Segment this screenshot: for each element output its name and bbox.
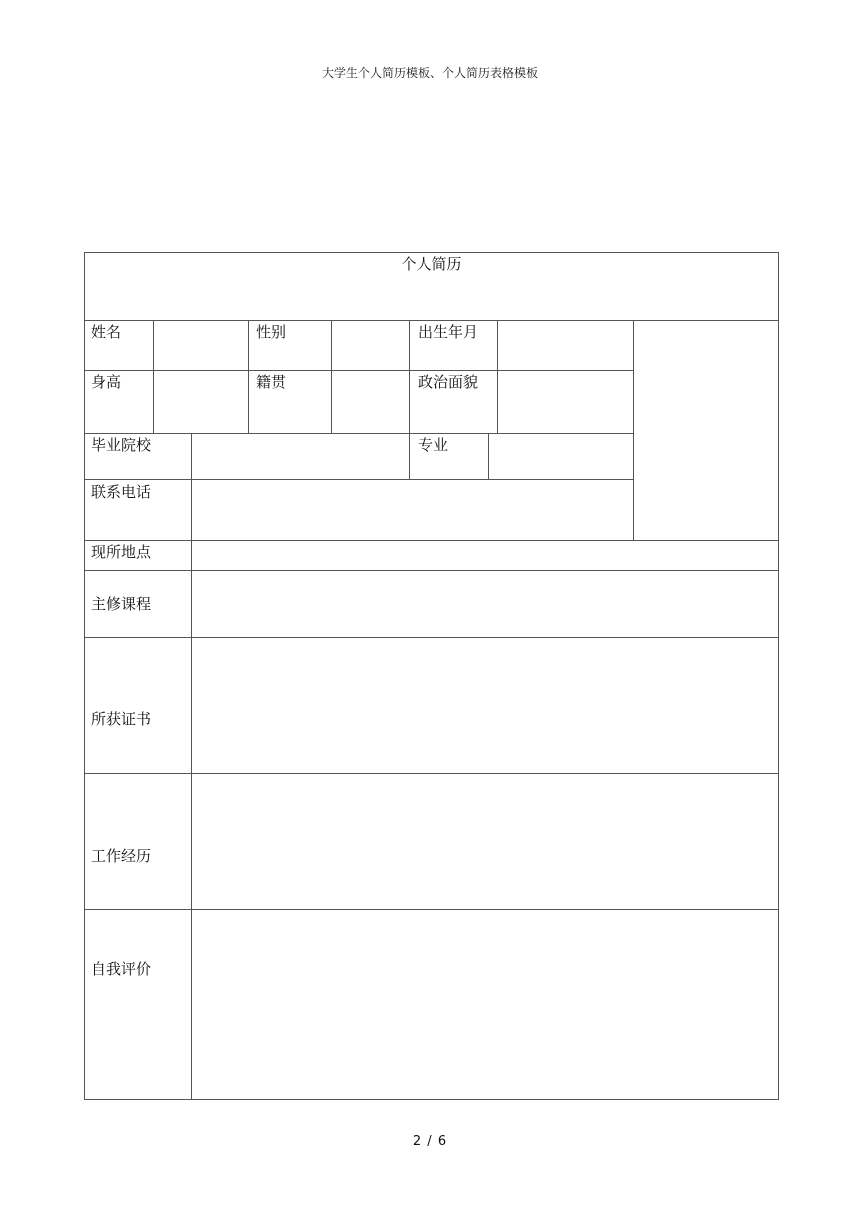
major-field[interactable] [489, 434, 633, 479]
resume-title: 个人简历 [401, 255, 462, 273]
table-column-divider [248, 320, 249, 433]
label-certificates: 所获证书 [91, 710, 152, 728]
gender-field[interactable] [332, 321, 409, 370]
document-header: 大学生个人简历模板、个人简历表格模板 [321, 66, 538, 80]
label-self-eval: 自我评价 [91, 960, 152, 978]
height-field[interactable] [154, 371, 248, 433]
label-phone: 联系电话 [91, 483, 152, 501]
label-height: 身高 [91, 373, 122, 391]
table-border-top [84, 252, 779, 253]
label-political: 政治面貌 [418, 373, 479, 391]
phone-field[interactable] [192, 480, 633, 540]
label-name: 姓名 [91, 323, 122, 341]
courses-field[interactable] [192, 571, 778, 637]
table-column-divider [409, 320, 410, 433]
work-field[interactable] [192, 774, 778, 909]
certificates-field[interactable] [192, 638, 778, 773]
label-courses: 主修课程 [91, 595, 152, 613]
table-column-divider [409, 433, 410, 479]
label-school: 毕业院校 [91, 436, 152, 454]
school-field[interactable] [192, 434, 409, 479]
label-birth: 出生年月 [418, 323, 479, 341]
label-hometown: 籍贯 [256, 373, 287, 391]
table-border-left [84, 252, 85, 1100]
label-work: 工作经历 [91, 847, 152, 865]
label-gender: 性别 [256, 323, 287, 341]
birth-field[interactable] [498, 321, 633, 370]
table-border-right [778, 252, 779, 1100]
label-address: 现所地点 [91, 543, 152, 561]
label-major: 专业 [418, 436, 449, 454]
table-border-bottom [84, 1099, 779, 1100]
photo-area[interactable] [634, 321, 778, 540]
name-field[interactable] [154, 321, 248, 370]
hometown-field[interactable] [332, 371, 409, 433]
self-eval-field[interactable] [192, 910, 778, 1099]
resume-form [84, 252, 779, 1100]
address-field[interactable] [192, 541, 778, 570]
political-field[interactable] [498, 371, 633, 433]
page-number: 2 / 6 [412, 1134, 448, 1149]
